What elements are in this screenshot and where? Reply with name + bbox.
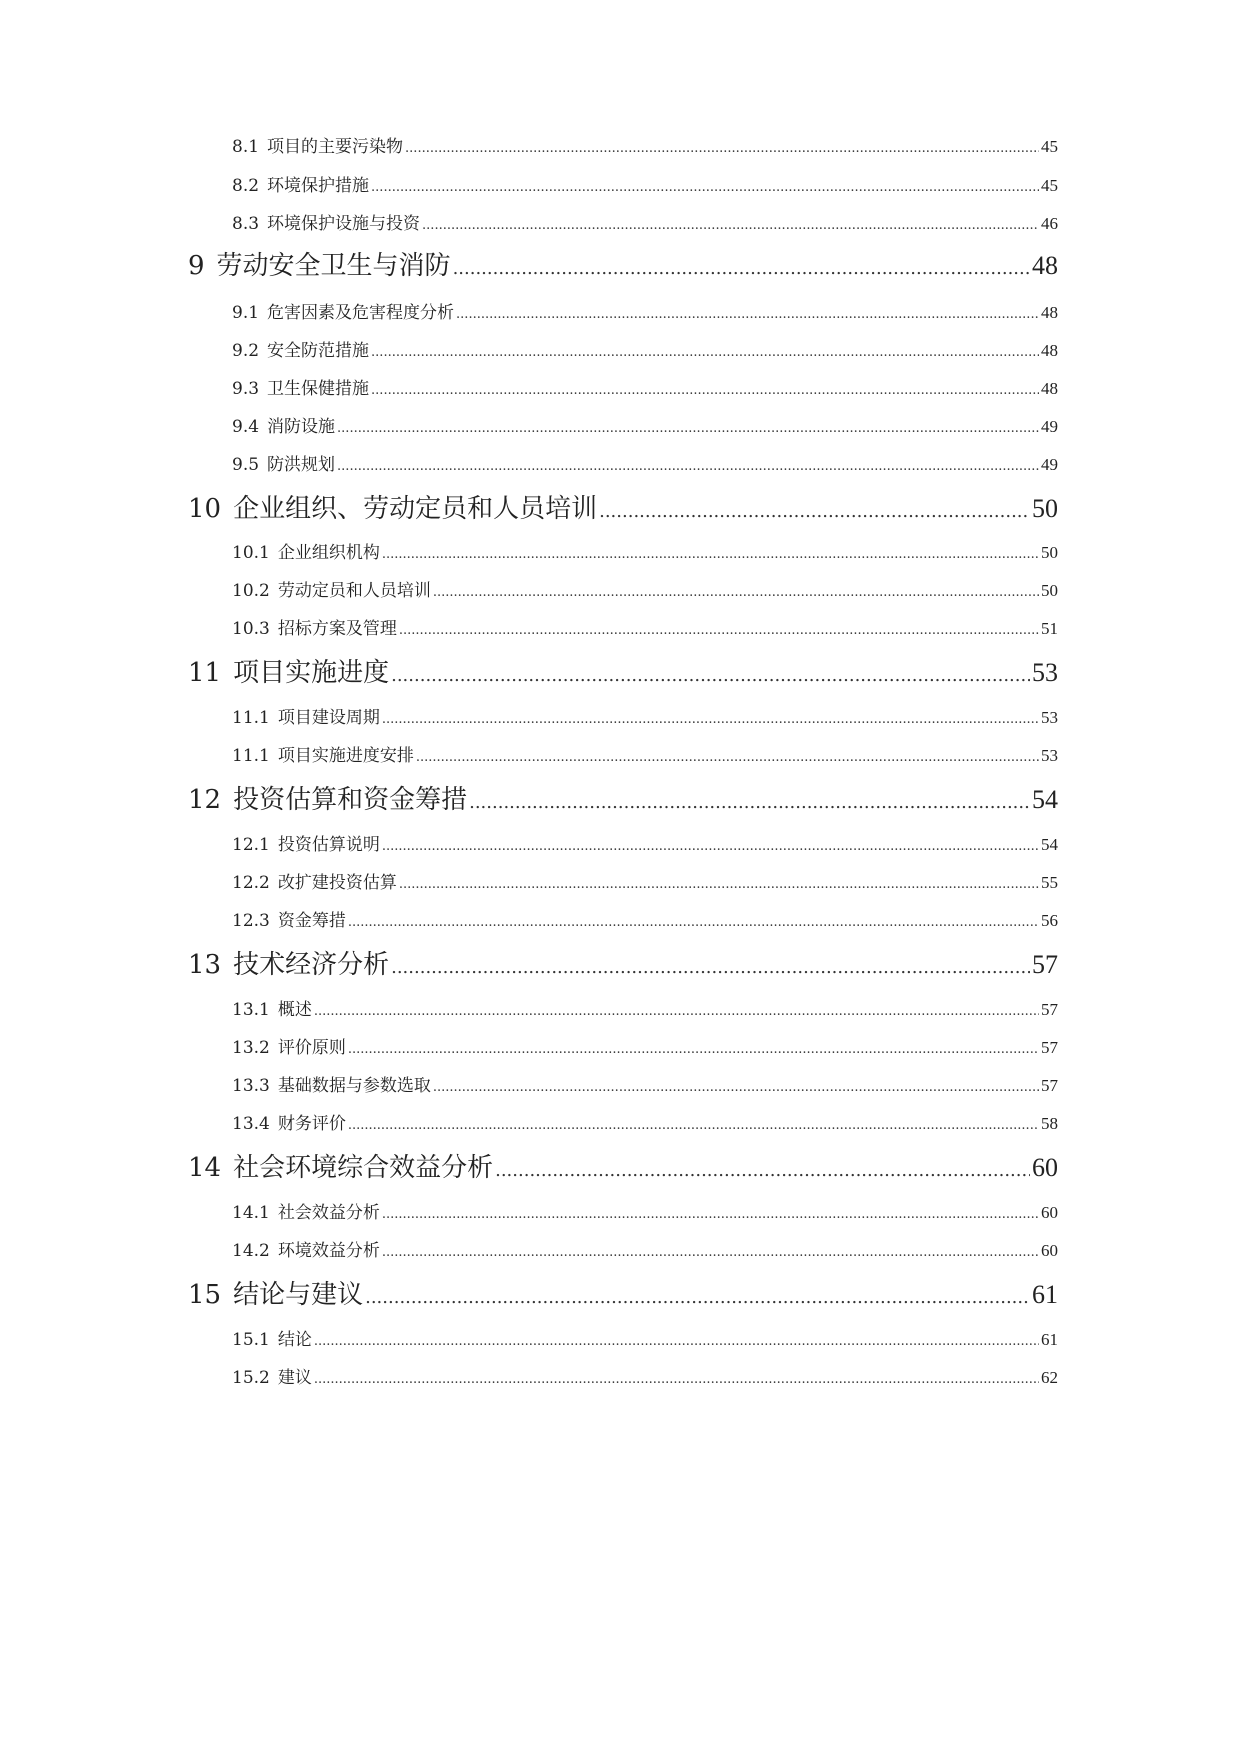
toc-section-entry[interactable] xyxy=(232,1202,1058,1224)
toc-entry-label xyxy=(188,1279,363,1311)
toc-page-number: 50 xyxy=(1041,543,1058,562)
toc-entry-number: 15 xyxy=(188,1280,222,1310)
toc-entry-title: 结论 xyxy=(277,1330,312,1350)
toc-entry-title: 劳动定员和人员培训 xyxy=(277,581,431,601)
toc-entry-title: 环境保护措施 xyxy=(267,176,370,196)
toc-page-number: 53 xyxy=(1041,708,1058,727)
toc-page-number: 61 xyxy=(1032,1280,1058,1309)
toc-page-number: 48 xyxy=(1032,251,1058,280)
toc-entry-label xyxy=(232,378,369,400)
toc-entry-number: 13.4 xyxy=(232,1114,270,1134)
toc-entry-number: 8.3 xyxy=(232,214,260,234)
toc-entry-number: 10.2 xyxy=(232,581,270,601)
toc-entry-number: 13.3 xyxy=(232,1076,270,1096)
toc-dot-leader xyxy=(453,253,1030,285)
toc-dot-leader xyxy=(337,418,1039,440)
toc-entry-title: 企业组织、劳动定员和人员培训 xyxy=(233,494,598,524)
toc-entry-number: 9.5 xyxy=(232,455,260,475)
toc-entry-number: 9.3 xyxy=(232,379,260,399)
toc-entry-number: 11.1 xyxy=(232,708,270,728)
toc-entry-number: 11 xyxy=(188,658,222,688)
toc-entry-number: 15.2 xyxy=(232,1368,270,1388)
toc-entry-label xyxy=(232,175,369,197)
toc-entry-number: 8.2 xyxy=(232,176,260,196)
toc-page-number: 57 xyxy=(1041,1076,1058,1095)
toc-entry-title: 投资估算说明 xyxy=(277,835,380,855)
toc-entry-title: 基础数据与参数选取 xyxy=(277,1076,431,1096)
toc-dot-leader xyxy=(382,709,1039,731)
toc-page-number: 57 xyxy=(1041,1000,1058,1019)
toc-page-number: 45 xyxy=(1041,137,1058,156)
toc-entry-label xyxy=(232,580,431,602)
toc-dot-leader xyxy=(599,496,1030,528)
toc-entry-title: 环境效益分析 xyxy=(277,1241,380,1261)
toc-entry-label xyxy=(188,1152,493,1184)
toc-dot-leader xyxy=(314,1001,1039,1023)
toc-dot-leader xyxy=(382,836,1039,858)
toc-entry-title: 防洪规划 xyxy=(267,455,336,475)
toc-section-entry[interactable] xyxy=(232,999,1058,1021)
toc-dot-leader xyxy=(382,1242,1039,1264)
toc-section-entry[interactable] xyxy=(232,213,1058,235)
toc-chapter-entry[interactable] xyxy=(188,493,1058,525)
toc-entry-number: 9 xyxy=(188,251,205,281)
toc-section-entry[interactable] xyxy=(232,618,1058,640)
toc-dot-leader xyxy=(399,874,1039,896)
toc-entry-title: 社会效益分析 xyxy=(277,1203,380,1223)
toc-page-number: 57 xyxy=(1032,950,1058,979)
toc-chapter-entry[interactable] xyxy=(188,1152,1058,1184)
toc-chapter-entry[interactable] xyxy=(188,1279,1058,1311)
toc-entry-label xyxy=(232,872,397,894)
toc-page-number: 54 xyxy=(1032,785,1058,814)
toc-page-number: 62 xyxy=(1041,1368,1058,1387)
toc-section-entry[interactable] xyxy=(232,302,1058,324)
toc-dot-leader xyxy=(314,1331,1039,1353)
toc-dot-leader xyxy=(495,1155,1030,1187)
toc-entry-number: 13.2 xyxy=(232,1038,270,1058)
toc-dot-leader xyxy=(469,787,1030,819)
toc-entry-label xyxy=(232,1075,431,1097)
toc-section-entry[interactable] xyxy=(232,542,1058,564)
toc-dot-leader xyxy=(433,1077,1039,1099)
toc-entry-number: 12 xyxy=(188,785,222,815)
toc-page-number: 55 xyxy=(1041,873,1058,892)
toc-entry-label xyxy=(232,1037,346,1059)
toc-entry-label xyxy=(232,834,380,856)
toc-section-entry[interactable] xyxy=(232,872,1058,894)
toc-page-number: 45 xyxy=(1041,176,1058,195)
toc-page-number: 60 xyxy=(1041,1203,1058,1222)
toc-dot-leader xyxy=(371,177,1039,199)
toc-entry-label xyxy=(232,302,454,324)
toc-section-entry[interactable] xyxy=(232,834,1058,856)
toc-section-entry[interactable] xyxy=(232,378,1058,400)
toc-entry-number: 12.2 xyxy=(232,873,270,893)
toc-entry-title: 环境保护设施与投资 xyxy=(267,214,421,234)
toc-dot-leader xyxy=(391,660,1030,692)
toc-entry-number: 12.3 xyxy=(232,911,270,931)
toc-page-number: 51 xyxy=(1041,619,1058,638)
toc-entry-label xyxy=(232,1113,346,1135)
toc-page-number: 48 xyxy=(1041,341,1058,360)
toc-entry-number: 14 xyxy=(188,1153,222,1183)
toc-entry-label xyxy=(188,784,467,816)
toc-entry-title: 评价原则 xyxy=(277,1038,346,1058)
toc-entry-label xyxy=(232,213,420,235)
toc-section-entry[interactable] xyxy=(232,175,1058,197)
toc-entry-label xyxy=(232,340,369,362)
toc-page-number: 49 xyxy=(1041,455,1058,474)
toc-entry-label xyxy=(232,416,335,438)
toc-entry-number: 10.3 xyxy=(232,619,270,639)
toc-chapter-entry[interactable] xyxy=(188,657,1058,689)
toc-dot-leader xyxy=(382,544,1039,566)
toc-dot-leader xyxy=(382,1204,1039,1226)
toc-dot-leader xyxy=(365,1282,1030,1314)
toc-section-entry[interactable] xyxy=(232,745,1058,767)
toc-dot-leader xyxy=(371,380,1039,402)
toc-page-number: 46 xyxy=(1041,214,1058,233)
toc-entry-number: 10 xyxy=(188,494,222,524)
toc-section-entry[interactable] xyxy=(232,1240,1058,1262)
toc-dot-leader xyxy=(422,215,1039,237)
toc-entry-title: 资金筹措 xyxy=(277,911,346,931)
toc-dot-leader xyxy=(348,1039,1039,1061)
toc-entry-number: 13.1 xyxy=(232,1000,270,1020)
toc-section-entry[interactable] xyxy=(232,580,1058,602)
toc-page-number: 48 xyxy=(1041,303,1058,322)
toc-entry-label xyxy=(188,949,389,981)
toc-entry-title: 项目的主要污染物 xyxy=(267,137,404,157)
toc-entry-title: 危害因素及危害程度分析 xyxy=(267,303,455,323)
toc-section-entry[interactable] xyxy=(232,1037,1058,1059)
toc-section-entry[interactable] xyxy=(232,454,1058,476)
toc-entry-title: 财务评价 xyxy=(277,1114,346,1134)
toc-entry-title: 卫生保健措施 xyxy=(267,379,370,399)
toc-entry-label xyxy=(232,707,380,729)
toc-chapter-entry[interactable] xyxy=(188,784,1058,816)
toc-entry-title: 项目实施进度安排 xyxy=(277,746,414,766)
toc-entry-title: 结论与建议 xyxy=(233,1280,364,1310)
toc-entry-number: 9.2 xyxy=(232,341,260,361)
toc-section-entry[interactable] xyxy=(232,1075,1058,1097)
toc-entry-title: 投资估算和资金筹措 xyxy=(233,785,468,815)
toc-section-entry[interactable] xyxy=(232,1367,1058,1389)
toc-entry-title: 消防设施 xyxy=(267,417,336,437)
toc-entry-number: 13 xyxy=(188,950,222,980)
toc-entry-label xyxy=(232,136,403,158)
toc-entry-label xyxy=(232,999,312,1021)
toc-chapter-entry[interactable] xyxy=(188,250,1058,282)
toc-page-number: 60 xyxy=(1041,1241,1058,1260)
toc-entry-number: 9.1 xyxy=(232,303,260,323)
toc-section-entry[interactable] xyxy=(232,707,1058,729)
toc-dot-leader xyxy=(391,952,1030,984)
toc-section-entry[interactable] xyxy=(232,416,1058,438)
toc-dot-leader xyxy=(456,304,1039,326)
toc-entry-number: 9.4 xyxy=(232,417,260,437)
toc-entry-title: 安全防范措施 xyxy=(267,341,370,361)
toc-dot-leader xyxy=(371,342,1039,364)
toc-entry-label xyxy=(232,1367,312,1389)
toc-dot-leader xyxy=(416,747,1039,769)
toc-dot-leader xyxy=(348,1115,1039,1137)
toc-entry-title: 概述 xyxy=(277,1000,312,1020)
toc-entry-title: 项目实施进度 xyxy=(233,658,390,688)
toc-section-entry[interactable] xyxy=(232,1113,1058,1135)
toc-entry-title: 招标方案及管理 xyxy=(277,619,397,639)
toc-page-number: 60 xyxy=(1032,1153,1058,1182)
toc-page-number: 53 xyxy=(1041,746,1058,765)
toc-entry-label xyxy=(232,454,335,476)
toc-entry-title: 项目建设周期 xyxy=(277,708,380,728)
toc-section-entry[interactable] xyxy=(232,340,1058,362)
toc-dot-leader xyxy=(433,582,1039,604)
toc-section-entry[interactable] xyxy=(232,910,1058,932)
toc-entry-title: 建议 xyxy=(277,1368,312,1388)
toc-entry-number: 14.2 xyxy=(232,1241,270,1261)
toc-page-number: 61 xyxy=(1041,1330,1058,1349)
toc-entry-title: 劳动安全卫生与消防 xyxy=(216,251,451,281)
toc-section-entry[interactable] xyxy=(232,1329,1058,1351)
toc-entry-title: 技术经济分析 xyxy=(233,950,390,980)
toc-entry-label xyxy=(232,910,346,932)
toc-entry-title: 改扩建投资估算 xyxy=(277,873,397,893)
toc-entry-title: 社会环境综合效益分析 xyxy=(233,1153,494,1183)
toc-entry-number: 15.1 xyxy=(232,1330,270,1350)
toc-dot-leader xyxy=(405,138,1039,160)
toc-entry-number: 14.1 xyxy=(232,1203,270,1223)
toc-chapter-entry[interactable] xyxy=(188,949,1058,981)
toc-entry-title: 企业组织机构 xyxy=(277,543,380,563)
toc-entry-number: 11.1 xyxy=(232,746,270,766)
toc-entry-label xyxy=(232,618,397,640)
toc-entry-label xyxy=(188,250,451,282)
toc-entry-label xyxy=(188,657,389,689)
toc-entry-number: 12.1 xyxy=(232,835,270,855)
toc-page-number: 50 xyxy=(1032,494,1058,523)
toc-page-number: 54 xyxy=(1041,835,1058,854)
toc-page-number: 58 xyxy=(1041,1114,1058,1133)
toc-entry-label xyxy=(232,1240,380,1262)
toc-page-number: 56 xyxy=(1041,911,1058,930)
toc-entry-label xyxy=(232,745,414,767)
toc-entry-label xyxy=(232,542,380,564)
toc-dot-leader xyxy=(314,1369,1039,1391)
toc-entry-label xyxy=(232,1329,312,1351)
toc-dot-leader xyxy=(399,620,1039,642)
toc-section-entry[interactable] xyxy=(232,136,1058,158)
toc-entry-number: 8.1 xyxy=(232,137,260,157)
toc-page-number: 53 xyxy=(1032,658,1058,687)
toc-dot-leader xyxy=(337,456,1039,478)
toc-entry-label xyxy=(188,493,597,525)
toc-page-number: 57 xyxy=(1041,1038,1058,1057)
toc-page-number: 50 xyxy=(1041,581,1058,600)
toc-entry-label xyxy=(232,1202,380,1224)
toc-page-number: 48 xyxy=(1041,379,1058,398)
toc-entry-number: 10.1 xyxy=(232,543,270,563)
toc-dot-leader xyxy=(348,912,1039,934)
toc-page-number: 49 xyxy=(1041,417,1058,436)
